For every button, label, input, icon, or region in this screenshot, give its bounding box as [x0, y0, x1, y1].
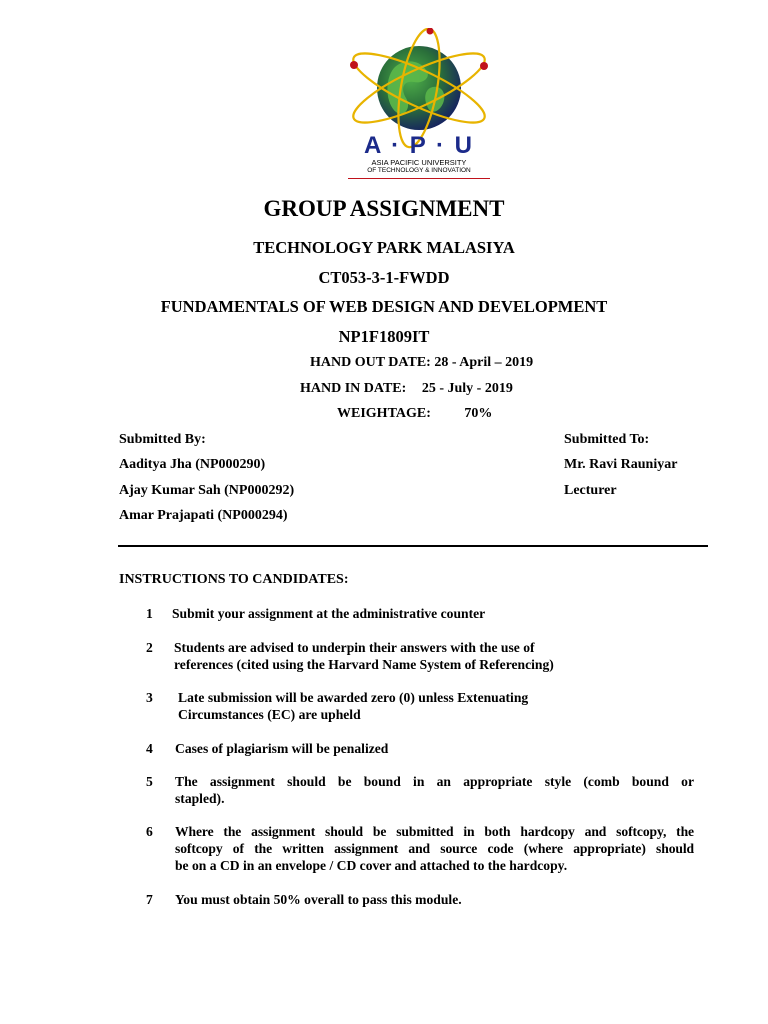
apu-logo [334, 28, 504, 188]
lecturer-role: Lecturer [564, 483, 617, 498]
submitted-to-label: Submitted To: [564, 432, 650, 447]
member-2: Ajay Kumar Sah (NP000292) [119, 483, 295, 498]
divider [118, 545, 708, 547]
instruction-line: The assignment should be bound in an appropriate style (comb bound or [175, 774, 694, 789]
instruction-line: be on a CD in an envelope / CD cover and attached to the hardcopy. [175, 858, 568, 873]
instruction-number: 6 [146, 824, 153, 839]
instruction-number: 5 [146, 774, 153, 789]
location: TECHNOLOGY PARK MALASIYA [253, 238, 515, 257]
instruction-number: 4 [146, 741, 153, 756]
instruction-line: Submit your assignment at the administrative counter [172, 606, 486, 621]
member-1: Aaditya Jha (NP000290) [119, 457, 266, 472]
instruction-line: Where the assignment should be submitted in both hardcopy and softcopy, the [175, 824, 694, 839]
hand-out-label: HAND OUT DATE: [310, 355, 431, 370]
instruction-line: Late submission will be awarded zero (0) unless Extenuating [178, 690, 529, 705]
apu-letters: A · P · U [363, 132, 474, 159]
instruction-line: Cases of plagiarism will be penalized [175, 741, 389, 756]
intake-code: NP1F1809IT [338, 327, 430, 346]
weightage-label: WEIGHTAGE: [337, 406, 431, 421]
hand-in-label: HAND IN DATE: [300, 381, 407, 396]
instruction-line: Circumstances (EC) are upheld [178, 707, 361, 722]
instruction-number: 1 [146, 606, 153, 621]
submitted-by-label: Submitted By: [119, 432, 206, 447]
instruction-number: 7 [146, 892, 153, 907]
apu-name-line1: ASIA PACIFIC UNIVERSITY [371, 158, 467, 167]
instruction-line: Students are advised to underpin their answers with the use of [174, 640, 535, 655]
instruction-line: softcopy of the written assignment and source code (where appropriate) should [175, 841, 694, 856]
instructions-heading: INSTRUCTIONS TO CANDIDATES: [119, 572, 349, 587]
hand-out-value: 28 - April – 2019 [434, 355, 534, 370]
hand-out-date [310, 355, 533, 371]
instruction-line: references (cited using the Harvard Name System of Referencing) [174, 657, 554, 672]
member-3: Amar Prajapati (NP000294) [119, 508, 288, 523]
hand-in-date [300, 381, 513, 397]
instruction-number: 2 [146, 640, 153, 655]
instruction-number: 3 [146, 690, 153, 705]
module-code: CT053-3-1-FWDD [318, 268, 450, 287]
instruction-line: You must obtain 50% overall to pass this module. [175, 892, 462, 907]
weightage-value: 70% [464, 406, 493, 421]
module-name: FUNDAMENTALS OF WEB DESIGN AND DEVELOPMENT [160, 297, 608, 316]
hand-in-value: 25 - July - 2019 [421, 381, 513, 396]
page-title: GROUP ASSIGNMENT [263, 196, 505, 221]
lecturer-name: Mr. Ravi Rauniyar [564, 457, 678, 472]
apu-name-line2: OF TECHNOLOGY & INNOVATION [367, 167, 471, 174]
apu-underline [348, 178, 490, 179]
instruction-line: stapled). [175, 791, 225, 806]
weightage [337, 406, 492, 422]
